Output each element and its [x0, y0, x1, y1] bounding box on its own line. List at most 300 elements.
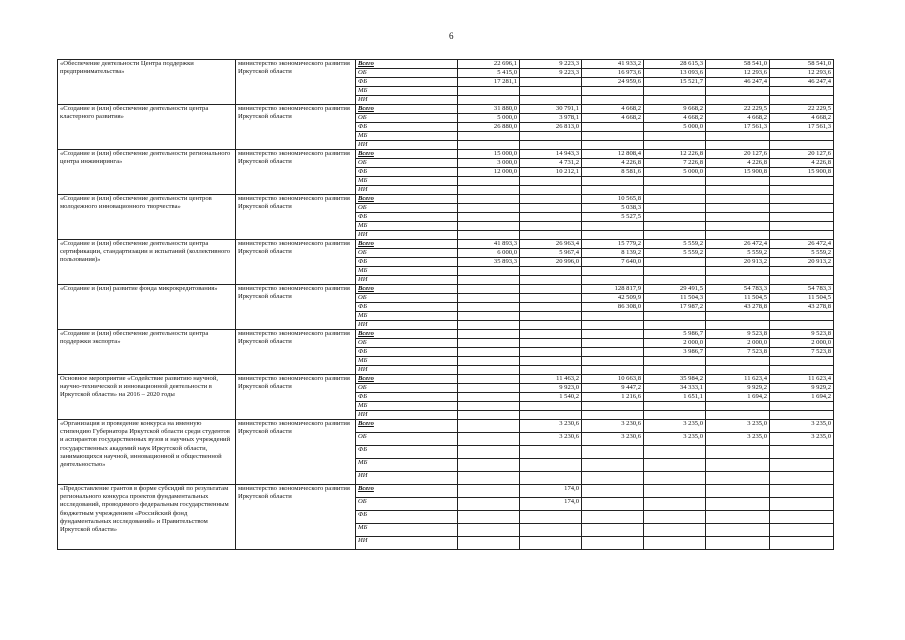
funding-source: Всего — [356, 330, 458, 339]
funding-source: ФБ — [356, 213, 458, 222]
amount-cell — [706, 366, 770, 375]
amount-cell — [520, 348, 582, 357]
amount-cell — [458, 87, 520, 96]
amount-cell: 15 000,0 — [458, 150, 520, 159]
amount-cell: 3 235,0 — [644, 433, 706, 446]
funding-source: ОБ — [356, 294, 458, 303]
funding-source: ФБ — [356, 78, 458, 87]
funding-source: ОБ — [356, 433, 458, 446]
amount-cell — [706, 87, 770, 96]
amount-cell — [458, 204, 520, 213]
amount-cell — [520, 402, 582, 411]
amount-cell — [520, 195, 582, 204]
amount-cell: 9 923,0 — [520, 384, 582, 393]
amount-cell — [458, 498, 520, 511]
amount-cell: 20 996,0 — [520, 258, 582, 267]
amount-cell: 6 000,0 — [458, 249, 520, 258]
amount-cell — [458, 524, 520, 537]
amount-cell: 5 000,0 — [644, 168, 706, 177]
amount-cell — [770, 141, 834, 150]
amount-cell: 1 540,2 — [520, 393, 582, 402]
amount-cell — [458, 485, 520, 498]
responsible-executor: министерство экономического развития Иркутской области — [236, 105, 356, 150]
amount-cell — [520, 411, 582, 420]
amount-cell: 5 967,4 — [520, 249, 582, 258]
funding-source: Всего — [356, 195, 458, 204]
amount-cell — [520, 267, 582, 276]
amount-cell — [582, 446, 644, 459]
funding-source: ИИ — [356, 276, 458, 285]
funding-source: ИИ — [356, 141, 458, 150]
amount-cell — [770, 204, 834, 213]
amount-cell: 58 541,0 — [770, 60, 834, 69]
amount-cell — [644, 321, 706, 330]
amount-cell — [770, 276, 834, 285]
responsible-executor: министерство экономического развития Иркутской области — [236, 375, 356, 420]
amount-cell — [644, 498, 706, 511]
table-row — [58, 150, 834, 159]
amount-cell — [706, 472, 770, 485]
amount-cell — [706, 511, 770, 524]
amount-cell — [644, 524, 706, 537]
funding-source: ОБ — [356, 384, 458, 393]
amount-cell — [644, 366, 706, 375]
amount-cell: 9 223,3 — [520, 69, 582, 78]
amount-cell: 4 731,2 — [520, 159, 582, 168]
funding-source: ФБ — [356, 393, 458, 402]
funding-source: МБ — [356, 524, 458, 537]
amount-cell: 3 230,6 — [520, 433, 582, 446]
amount-cell: 20 913,2 — [706, 258, 770, 267]
amount-cell — [582, 485, 644, 498]
amount-cell: 4 668,2 — [582, 114, 644, 123]
amount-cell: 34 333,1 — [644, 384, 706, 393]
measure-name: «Создание и (или) развитие фонда микрокредитования» — [58, 285, 236, 330]
amount-cell — [520, 312, 582, 321]
amount-cell — [644, 537, 706, 550]
amount-cell — [706, 411, 770, 420]
amount-cell: 14 943,3 — [520, 150, 582, 159]
amount-cell: 3 235,0 — [644, 420, 706, 433]
amount-cell: 3 230,6 — [582, 420, 644, 433]
amount-cell — [644, 312, 706, 321]
responsible-executor: министерство экономического развития Иркутской области — [236, 420, 356, 485]
amount-cell — [520, 472, 582, 485]
amount-cell — [520, 366, 582, 375]
measure-name: «Создание и (или) обеспечение деятельности регионального центра инжиниринга» — [58, 150, 236, 195]
amount-cell — [458, 312, 520, 321]
amount-cell: 46 247,4 — [706, 78, 770, 87]
amount-cell — [770, 366, 834, 375]
amount-cell: 22 229,5 — [706, 105, 770, 114]
amount-cell: 12 293,6 — [706, 69, 770, 78]
amount-cell: 9 523,8 — [770, 330, 834, 339]
amount-cell — [706, 485, 770, 498]
amount-cell — [520, 78, 582, 87]
amount-cell: 41 893,3 — [458, 240, 520, 249]
amount-cell — [520, 446, 582, 459]
amount-cell — [582, 267, 644, 276]
amount-cell: 5 000,0 — [644, 123, 706, 132]
amount-cell: 28 615,3 — [644, 60, 706, 69]
amount-cell — [706, 204, 770, 213]
amount-cell — [458, 402, 520, 411]
amount-cell — [644, 213, 706, 222]
amount-cell: 2 000,0 — [644, 339, 706, 348]
amount-cell: 9 523,8 — [706, 330, 770, 339]
amount-cell: 10 565,8 — [582, 195, 644, 204]
funding-source: ИИ — [356, 537, 458, 550]
amount-cell — [770, 177, 834, 186]
amount-cell: 11 623,4 — [706, 375, 770, 384]
funding-source: МБ — [356, 357, 458, 366]
amount-cell — [582, 312, 644, 321]
table-row — [58, 285, 834, 294]
amount-cell: 26 963,4 — [520, 240, 582, 249]
table-row — [58, 375, 834, 384]
amount-cell — [520, 321, 582, 330]
amount-cell — [706, 267, 770, 276]
funding-source: Всего — [356, 375, 458, 384]
amount-cell — [706, 177, 770, 186]
amount-cell — [644, 222, 706, 231]
measure-name: «Создание и (или) обеспечение деятельности центра поддержки экспорта» — [58, 330, 236, 375]
amount-cell: 3 235,0 — [706, 420, 770, 433]
amount-cell — [582, 123, 644, 132]
amount-cell — [520, 87, 582, 96]
amount-cell — [458, 267, 520, 276]
amount-cell — [644, 132, 706, 141]
amount-cell: 31 880,0 — [458, 105, 520, 114]
amount-cell: 22 696,1 — [458, 60, 520, 69]
amount-cell — [644, 231, 706, 240]
amount-cell — [458, 537, 520, 550]
amount-cell — [770, 312, 834, 321]
amount-cell — [458, 186, 520, 195]
funding-source: Всего — [356, 240, 458, 249]
amount-cell — [644, 96, 706, 105]
amount-cell: 9 447,2 — [582, 384, 644, 393]
funding-source: МБ — [356, 402, 458, 411]
amount-cell — [644, 276, 706, 285]
amount-cell: 4 668,2 — [706, 114, 770, 123]
funding-source: ИИ — [356, 472, 458, 485]
amount-cell — [458, 213, 520, 222]
amount-cell — [520, 330, 582, 339]
amount-cell — [458, 141, 520, 150]
amount-cell: 11 504,3 — [644, 294, 706, 303]
measure-name: Основное мероприятие «Содействие развитию научной, научно-технической и инновационной деятельности в Иркутской области» на 2016 – 2020 годы — [58, 375, 236, 420]
amount-cell — [770, 186, 834, 195]
amount-cell — [520, 294, 582, 303]
amount-cell — [706, 141, 770, 150]
amount-cell: 2 000,0 — [706, 339, 770, 348]
amount-cell: 4 668,2 — [644, 114, 706, 123]
table-row — [58, 485, 834, 498]
amount-cell: 174,0 — [520, 498, 582, 511]
amount-cell: 8 139,2 — [582, 249, 644, 258]
amount-cell: 9 929,2 — [770, 384, 834, 393]
funding-source: МБ — [356, 267, 458, 276]
funding-source: Всего — [356, 285, 458, 294]
amount-cell: 20 127,6 — [770, 150, 834, 159]
amount-cell — [770, 213, 834, 222]
responsible-executor: министерство экономического развития Иркутской области — [236, 285, 356, 330]
amount-cell — [520, 132, 582, 141]
amount-cell — [458, 433, 520, 446]
amount-cell: 5 000,0 — [458, 114, 520, 123]
funding-source: МБ — [356, 87, 458, 96]
amount-cell — [770, 321, 834, 330]
amount-cell — [644, 446, 706, 459]
amount-cell: 26 880,0 — [458, 123, 520, 132]
funding-source: ИИ — [356, 186, 458, 195]
amount-cell: 5 415,0 — [458, 69, 520, 78]
amount-cell — [706, 276, 770, 285]
amount-cell — [770, 231, 834, 240]
amount-cell — [770, 96, 834, 105]
amount-cell: 16 973,6 — [582, 69, 644, 78]
amount-cell: 24 959,6 — [582, 78, 644, 87]
amount-cell: 9 668,2 — [644, 105, 706, 114]
amount-cell — [458, 472, 520, 485]
amount-cell — [644, 357, 706, 366]
amount-cell: 5 038,3 — [582, 204, 644, 213]
amount-cell: 17 281,1 — [458, 78, 520, 87]
funding-source: ФБ — [356, 123, 458, 132]
table-row — [58, 420, 834, 433]
amount-cell: 7 640,0 — [582, 258, 644, 267]
amount-cell: 12 808,4 — [582, 150, 644, 159]
amount-cell — [706, 312, 770, 321]
amount-cell: 3 235,0 — [770, 420, 834, 433]
funding-source: ФБ — [356, 168, 458, 177]
amount-cell — [644, 177, 706, 186]
amount-cell — [458, 276, 520, 285]
amount-cell — [706, 446, 770, 459]
amount-cell: 86 308,0 — [582, 303, 644, 312]
amount-cell — [582, 177, 644, 186]
amount-cell — [582, 339, 644, 348]
funding-source: МБ — [356, 459, 458, 472]
amount-cell: 10 663,8 — [582, 375, 644, 384]
amount-cell — [458, 446, 520, 459]
amount-cell: 17 987,2 — [644, 303, 706, 312]
amount-cell: 11 463,2 — [520, 375, 582, 384]
amount-cell — [706, 195, 770, 204]
amount-cell: 15 521,7 — [644, 78, 706, 87]
amount-cell — [458, 384, 520, 393]
amount-cell: 15 779,2 — [582, 240, 644, 249]
amount-cell — [458, 294, 520, 303]
amount-cell — [582, 186, 644, 195]
amount-cell — [582, 411, 644, 420]
amount-cell: 5 527,5 — [582, 213, 644, 222]
table-row — [58, 240, 834, 249]
amount-cell — [770, 357, 834, 366]
amount-cell: 29 491,5 — [644, 285, 706, 294]
amount-cell: 9 223,3 — [520, 60, 582, 69]
amount-cell — [706, 186, 770, 195]
funding-source: ФБ — [356, 303, 458, 312]
amount-cell: 4 226,8 — [582, 159, 644, 168]
amount-cell — [582, 366, 644, 375]
amount-cell: 46 247,4 — [770, 78, 834, 87]
amount-cell: 128 817,9 — [582, 285, 644, 294]
amount-cell — [520, 537, 582, 550]
budget-table — [57, 59, 834, 550]
funding-source: ОБ — [356, 114, 458, 123]
amount-cell: 5 559,2 — [706, 249, 770, 258]
amount-cell: 12 293,6 — [770, 69, 834, 78]
funding-source: МБ — [356, 312, 458, 321]
amount-cell — [644, 485, 706, 498]
funding-source: Всего — [356, 485, 458, 498]
amount-cell: 7 523,8 — [706, 348, 770, 357]
amount-cell — [706, 222, 770, 231]
table-row — [58, 105, 834, 114]
funding-source: ОБ — [356, 159, 458, 168]
amount-cell: 1 651,1 — [644, 393, 706, 402]
amount-cell: 1 694,2 — [770, 393, 834, 402]
amount-cell — [458, 357, 520, 366]
amount-cell: 174,0 — [520, 485, 582, 498]
amount-cell — [582, 321, 644, 330]
amount-cell — [644, 459, 706, 472]
amount-cell — [582, 132, 644, 141]
amount-cell — [644, 87, 706, 96]
amount-cell: 5 559,2 — [770, 249, 834, 258]
amount-cell: 41 933,2 — [582, 60, 644, 69]
amount-cell — [770, 472, 834, 485]
amount-cell: 4 226,8 — [706, 159, 770, 168]
amount-cell — [582, 498, 644, 511]
amount-cell — [458, 366, 520, 375]
amount-cell — [706, 231, 770, 240]
amount-cell: 43 278,8 — [706, 303, 770, 312]
amount-cell — [644, 411, 706, 420]
amount-cell — [520, 204, 582, 213]
amount-cell — [582, 357, 644, 366]
measure-name: «Организация и проведение конкурса на именную стипендию Губернатора Иркутской области среди студентов и аспирантов государственных вузов и научных учреждений государственных академий наук Иркутской области, занимающихся научной, инновационной и общественной деятельностью» — [58, 420, 236, 485]
amount-cell — [458, 222, 520, 231]
amount-cell — [706, 357, 770, 366]
amount-cell: 4 668,2 — [770, 114, 834, 123]
amount-cell: 35 893,3 — [458, 258, 520, 267]
table-row — [58, 195, 834, 204]
amount-cell — [706, 321, 770, 330]
amount-cell — [582, 222, 644, 231]
funding-source: ФБ — [356, 348, 458, 357]
amount-cell — [520, 96, 582, 105]
amount-cell — [706, 213, 770, 222]
responsible-executor: министерство экономического развития Иркутской области — [236, 150, 356, 195]
funding-source: ОБ — [356, 204, 458, 213]
amount-cell — [770, 524, 834, 537]
amount-cell — [520, 339, 582, 348]
amount-cell: 15 900,8 — [770, 168, 834, 177]
amount-cell — [582, 87, 644, 96]
funding-source: ОБ — [356, 69, 458, 78]
amount-cell — [458, 348, 520, 357]
amount-cell: 42 509,9 — [582, 294, 644, 303]
amount-cell — [770, 446, 834, 459]
amount-cell — [458, 375, 520, 384]
amount-cell: 3 000,0 — [458, 159, 520, 168]
amount-cell: 4 668,2 — [582, 105, 644, 114]
amount-cell — [644, 511, 706, 524]
funding-source: ИИ — [356, 411, 458, 420]
amount-cell — [458, 411, 520, 420]
amount-cell — [458, 177, 520, 186]
amount-cell — [582, 459, 644, 472]
amount-cell — [706, 96, 770, 105]
amount-cell — [582, 524, 644, 537]
responsible-executor: министерство экономического развития Иркутской области — [236, 60, 356, 105]
amount-cell — [770, 195, 834, 204]
amount-cell — [770, 267, 834, 276]
funding-source: ИИ — [356, 321, 458, 330]
responsible-executor: министерство экономического развития Иркутской области — [236, 330, 356, 375]
amount-cell — [520, 231, 582, 240]
amount-cell: 26 472,4 — [706, 240, 770, 249]
funding-source: ОБ — [356, 498, 458, 511]
funding-source: Всего — [356, 420, 458, 433]
amount-cell — [458, 231, 520, 240]
responsible-executor: министерство экономического развития Иркутской области — [236, 485, 356, 550]
amount-cell — [582, 472, 644, 485]
amount-cell: 5 986,7 — [644, 330, 706, 339]
amount-cell — [770, 459, 834, 472]
amount-cell: 35 984,2 — [644, 375, 706, 384]
amount-cell: 7 523,8 — [770, 348, 834, 357]
amount-cell — [770, 498, 834, 511]
amount-cell: 13 093,6 — [644, 69, 706, 78]
amount-cell — [520, 222, 582, 231]
funding-source: МБ — [356, 222, 458, 231]
funding-source: МБ — [356, 177, 458, 186]
amount-cell — [706, 537, 770, 550]
amount-cell — [520, 213, 582, 222]
amount-cell — [644, 402, 706, 411]
amount-cell: 5 559,2 — [644, 240, 706, 249]
amount-cell — [458, 420, 520, 433]
amount-cell — [458, 459, 520, 472]
amount-cell — [644, 472, 706, 485]
amount-cell: 3 235,0 — [770, 433, 834, 446]
amount-cell: 22 229,5 — [770, 105, 834, 114]
amount-cell — [582, 402, 644, 411]
amount-cell — [644, 186, 706, 195]
amount-cell: 2 000,0 — [770, 339, 834, 348]
amount-cell — [770, 402, 834, 411]
amount-cell — [520, 141, 582, 150]
funding-source: ОБ — [356, 339, 458, 348]
amount-cell: 12 000,0 — [458, 168, 520, 177]
amount-cell: 17 561,3 — [706, 123, 770, 132]
table-row — [58, 60, 834, 69]
funding-source: ИИ — [356, 366, 458, 375]
amount-cell — [706, 459, 770, 472]
amount-cell — [770, 222, 834, 231]
funding-source: ОБ — [356, 249, 458, 258]
amount-cell — [458, 393, 520, 402]
funding-source: ФБ — [356, 258, 458, 267]
amount-cell: 20 913,2 — [770, 258, 834, 267]
amount-cell — [770, 485, 834, 498]
amount-cell: 9 929,2 — [706, 384, 770, 393]
funding-source: МБ — [356, 132, 458, 141]
